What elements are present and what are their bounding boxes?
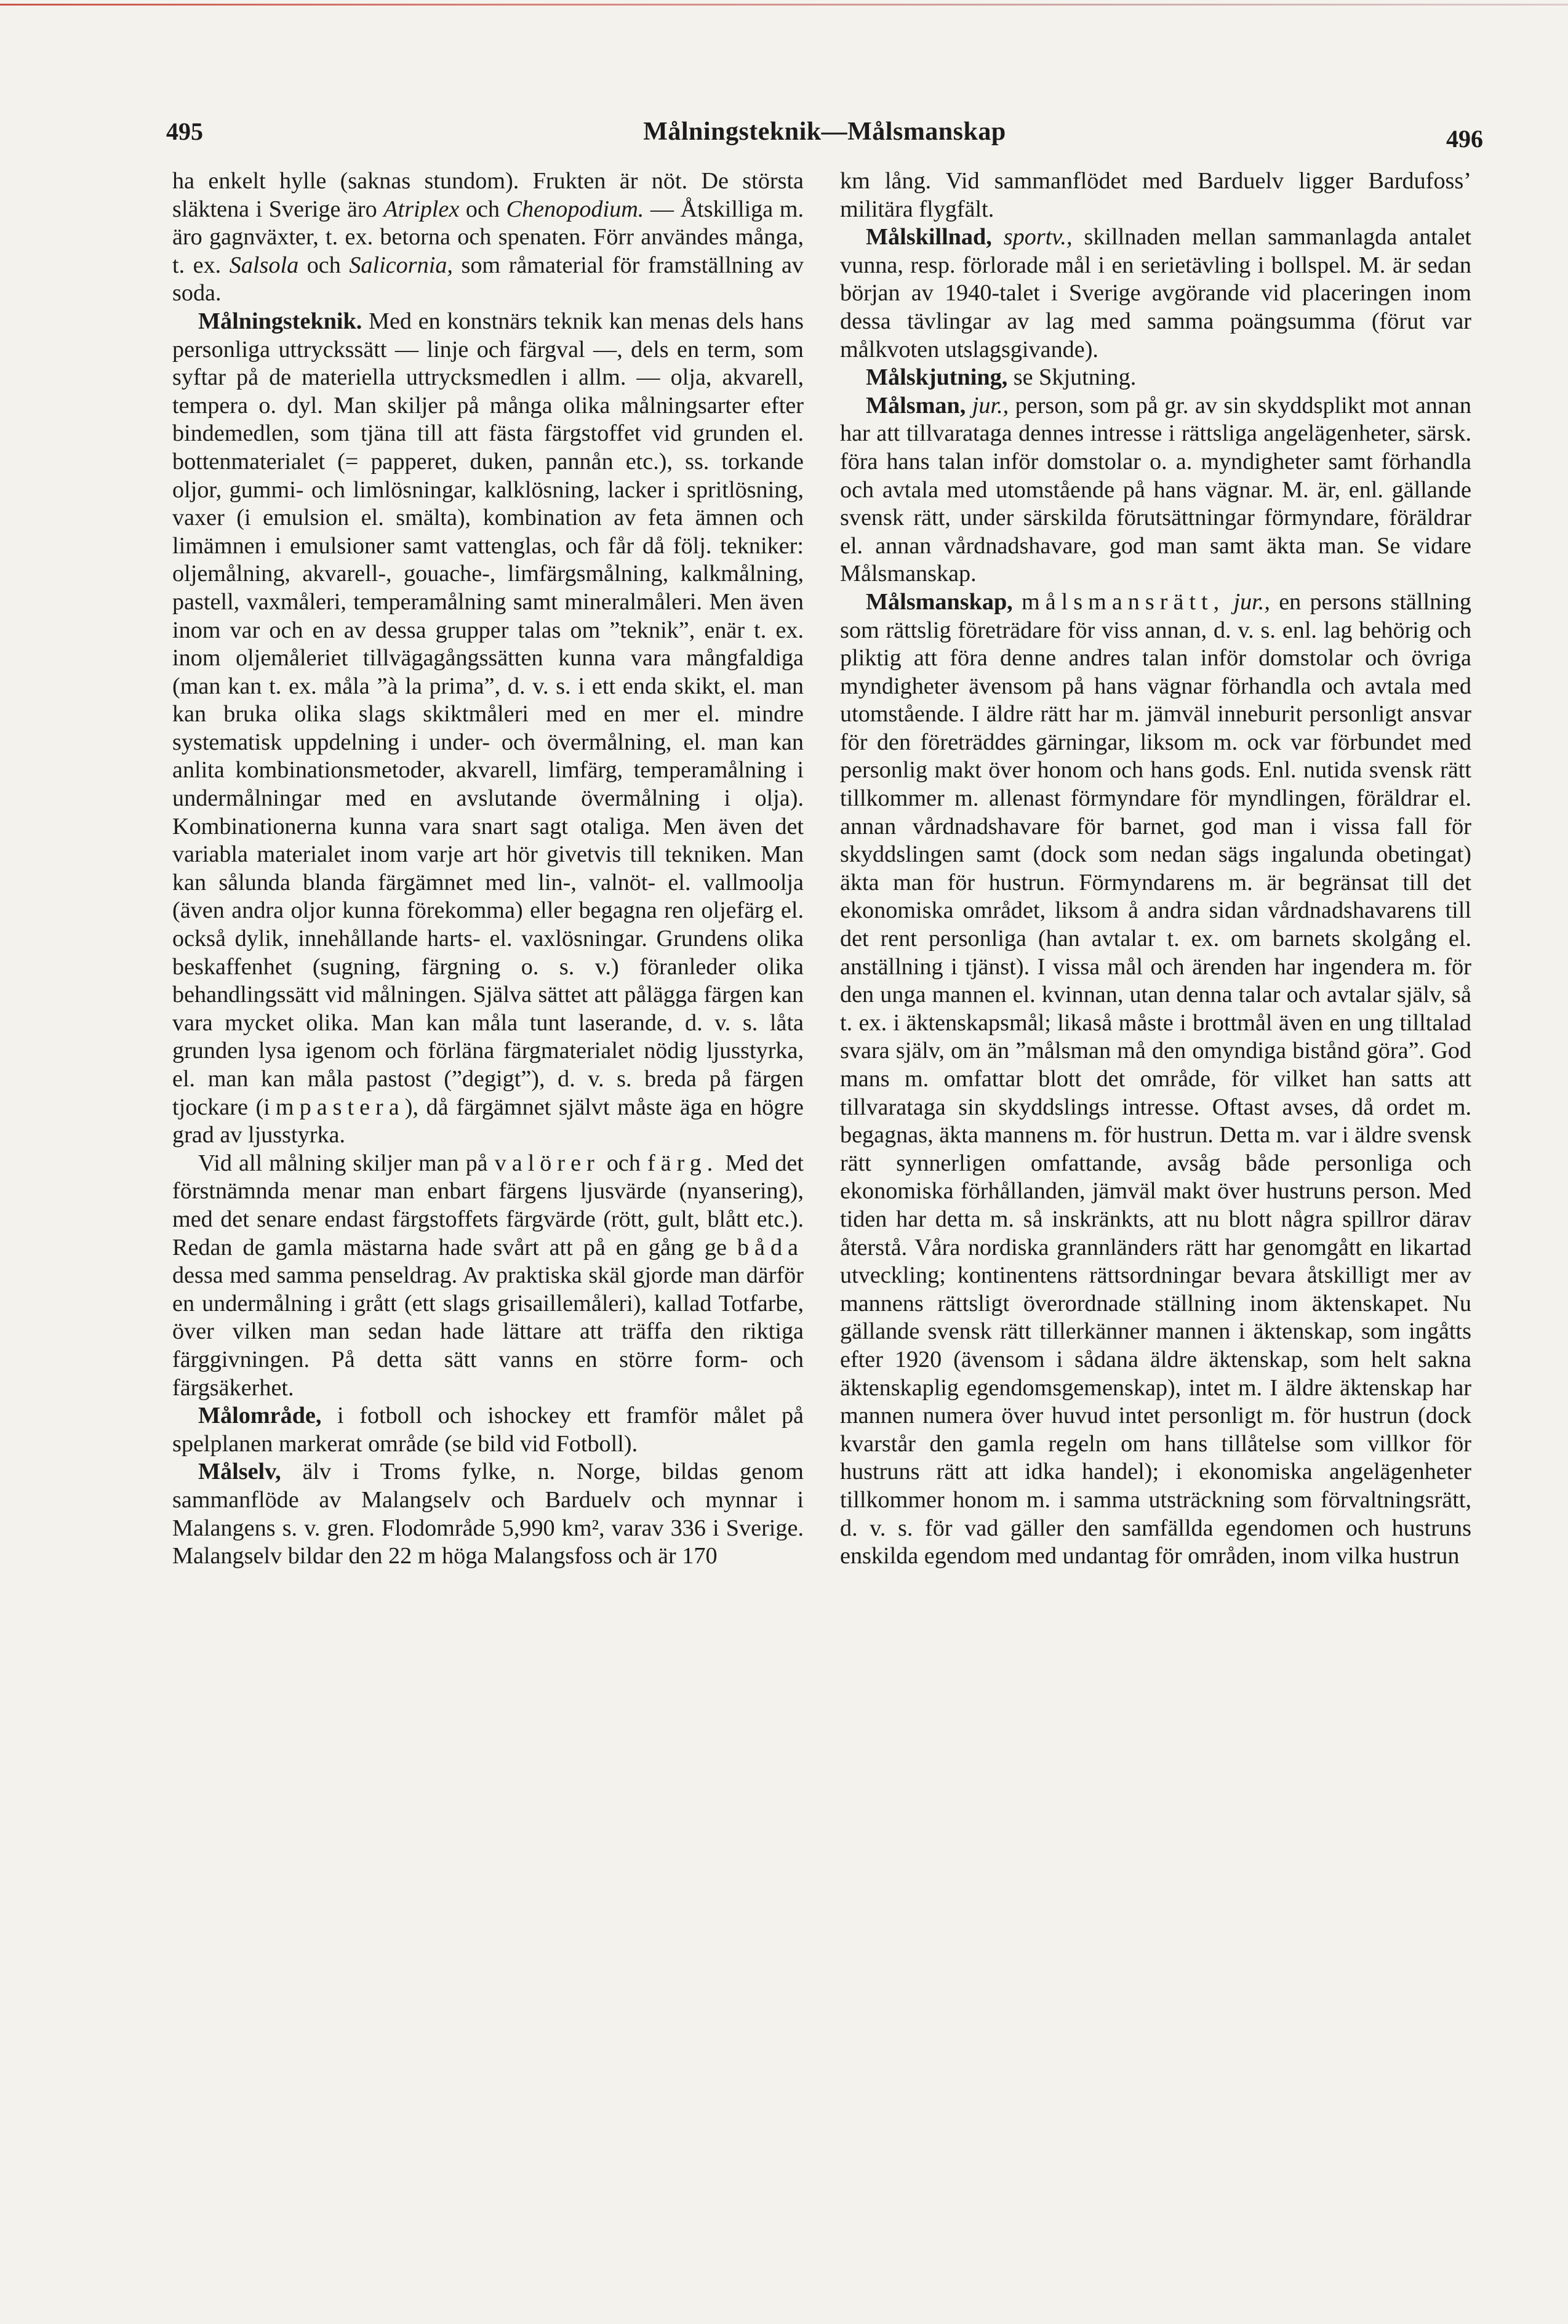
italic-term: jur., [972,392,1009,419]
italic-term: sportv., [1003,224,1073,250]
italic-term: Salicornia, [349,252,453,278]
entry-text: km lång. Vid sammanflödet med Barduelv ligger Bardufoss’ militära flygfält. [840,168,1471,222]
top-edge-line [0,4,1568,6]
right-column [840,167,1471,1571]
italic-term: Atriplex [383,196,460,222]
text-run: som råmaterial för framställning av soda. [172,252,804,307]
italic-term: Chenopodium. [506,196,644,222]
text-run: dessa med samma penseldrag. Av praktiska skäl gjorde man därför en undermålning i grått (ett slags grisaillemåleri), kallad Totfarbe, över vilken man sedan hade lättare att träffa den riktiga färggivningen. På detta sätt vanns en större form- och färgsäkerhet. [172,1262,804,1401]
entry-text: i fotboll och ishockey ett framför målet på spelplanen markerat område (se bild vid Fotboll). [172,1403,804,1457]
entry-malningsteknik [172,308,804,1150]
headword: Målområde, [198,1403,322,1429]
text-run: och [599,1150,647,1176]
spaced-term: målsmansrätt, [1022,588,1225,615]
italic-term: Salsola [229,252,299,278]
entry-malsmanskap [840,588,1471,1571]
entry-malsman [840,392,1471,588]
spaced-term: valörer [494,1150,600,1176]
entry-malomrade [172,1402,804,1458]
entry-continuation [172,167,804,308]
entry-continuation [840,167,1471,223]
left-column [172,167,804,1571]
page-number-left: 495 [166,118,203,145]
paragraph-valorer [172,1150,804,1402]
spaced-term: båda [737,1234,804,1260]
entry-text: skillnaden mellan sammanlagda antalet vunna, resp. förlorade mål i en serietävling i bollspel. M. är sedan början av 1940-talet i Sverige avgörande vid placeringen inom dessa tävlingar av lag med samma poängsumma (förut var målkvoten utslagsgivande). [840,224,1472,363]
entry-text: se Skjutning. [1007,364,1137,391]
entry-malselv [172,1458,804,1570]
entry-text: ), då färgämnet självt måste äga en högre grad av ljusstyrka. [172,1094,804,1148]
entry-malskjutning [840,364,1471,392]
page-number-right: 496 [1446,125,1483,153]
italic-term: jur., [1233,588,1270,615]
text-run: och [459,196,506,222]
text-run: Med det förstnämnda menar man enbart färgens ljusvärde (nyansering), med det senare endast färgstoffets färgvärde (rött, gult, blått etc.). Redan de gamla mästarna hade svårt att på en gång ge [172,1150,804,1260]
headword: Målskillnad, [866,224,992,250]
headword: Målselv, [198,1459,281,1485]
text-run: — Åtskilliga m. äro gagnväxter, t. ex. betorna och spenaten. Förr användes många, t. ex. [172,196,804,278]
entry-text: en persons ställning som rättslig företrädare för viss annan, d. v. s. enl. lag behörig och pliktig att föra denne andres talan inför domstolar och övriga myndigheter ävensom på hans vägnar förhandla och avtala med utomstående. I äldre rätt har m. jämväl inneburit personligt ansvar för den företräddes gärningar, liksom m. ock var förbundet med personlig makt över honom och hans gods. Enl. nutida svensk rätt tillkommer m. allenast förmyndare för myndlingen, föräldrar el. annan vårdnadshavare för barnet, god man i vissa fall för skyddslingen samt (dock som nedan sägs ingalunda obetingat) äkta man för hustrun. Förmyndarens m. är begränsat till det ekonomiska området, liksom å andra sidan vårdnadshavarens till det rent personliga (han avtalar t. ex. om barnets skolgång el. anställning i tjänst). I vissa mål och ärenden har ingendera m. för den unga mannen el. kvinnan, utan denna talar och avtalar själv, så t. ex. i äktenskapsmål; likaså måste i brottmål även en ung tilltalad svara själv, om än ”målsman må den omyndiga bistånd göra”. God mans m. omfattar blott det område, för vilket han satts att tillvarataga sin skyddslings intresse. Oftast avses, då ordet m. begagnas, äkta mannens m. för hustrun. Detta m. var i äldre svensk rätt synnerligen omfattande, avsåg både personliga och ekonomiska förhållanden, jämväl makt över hustruns person. Med tiden har detta m. så inskränkts, att nu blott några spillror därav återstå. Våra nordiska grannländers rätt har genomgått en likartad utveckling; kontinentens rättsordningar bevara åtskilligt mer av mannens rättsligt överordnade ställning inom äktenskapet. Nu gällande svensk rätt tillerkänner mannen i äktenskap, som ingåtts efter 1920 (ävensom i sådana äldre äktenskap, som helt sakna äktenskaplig egendomsgemenskap), intet m. I äldre äktenskap har mannen numera över huvud intet personligt m. för hustrun (dock kvarstår den gamla regeln om hans tillåtelse som villkor för hustruns rätt att idka handel); i ekonomiska angelägenheter tillkommer honom m. i samma utsträckning som förvaltningsrätt, d. v. s. för vad gäller den samfällda egendomen och hustruns enskilda egendom med undantag för områden, inom vilka hustrun [840,588,1471,1569]
entry-text: person, som på gr. av sin skyddsplikt mot annan har att tillvarataga dennes intresse i rättsliga angelägenheter, särsk. föra hans talan inför domstolar o. a. myndigheter samt förhandla och avtala med utomstående på hans vägnar. M. är, enl. gällande svensk rätt, under särskilda förutsättningar förmyndare, föräldrar el. annan vårdnadshavare, god man samt äkta man. Se vidare Målsmanskap. [840,392,1471,587]
text-run: och [298,252,350,278]
spaced-term: impastera [263,1094,405,1120]
headword: Målsman, [866,392,966,419]
running-header [166,105,1483,154]
page-title: Målningsteknik—Målsmanskap [643,118,1006,146]
headword: Målskjutning, [866,364,1008,391]
entry-malskillnad [840,223,1471,364]
entry-text: Med en konstnärs teknik kan menas dels hans personliga uttryckssätt — linje och färgval —, dels en term, som syftar på de materiella uttrycksmedlen i allm. — olja, akvarell, tempera o. dyl. Man skiljer på många olika målningsarter efter bindemedlen, som tjäna till att fästa färgstoffet vid grunden el. bottenmaterialet (= papperet, duken, pannån etc.), ss. torkande oljor, gummi- och limlösningar, kalklösning, lacker i spritlösning, vaxer (i emulsion el. smälta), kombination av feta ämnen och limämnen i emulsioner samt vattenglas, och får då följ. tekniker: oljemålning, akvarell-, gouache-, limfärgsmålning, kalkmålning, pastell, vaxmåleri, temperamålning samt mineralmåleri. Men även inom var och en av dessa grupper talas om ”teknik”, enär t. ex. inom oljemåleriet tillvägagångssätten kunna vara mångfaldiga (man kan t. ex. måla ”à la prima”, d. v. s. i ett enda skikt, el. man kan bruka olika slags skiktmåleri med en mer el. mindre systematisk uppdelning i under- och övermålning, el. man kan anlita kombinationsmetoder, akvarell, limfärg, temperamålning i undermålningar med en avslutande övermålning i olja). Kombinationerna kunna vara snart sagt otaliga. Men även det variabla materialet inom varje art hör givetvis till tekniken. Man kan sålunda blanda färgämnet med lin-, valnöt- el. vallmoolja (även andra oljor kunna förekomma) eller begagna ren oljefärg el. också dylik, innehållande harts- el. vaxlösningar. Grundens olika beskaffenhet (sugning, färgning o. s. v.) föranleder olika behandlingssätt vid målningen. Själva sättet att pålägga färgen kan vara mycket olika. Man kan måla tunt laserande, d. v. s. låta grunden lysa igenom och förläna färgmaterialet nödig ljusstyrka, el. man kan måla pastost (”degigt”), d. v. s. breda på färgen tjockare ( [172,308,804,1120]
text-run: Vid all målning skiljer man på [198,1150,495,1176]
headword: Målningsteknik. [198,308,362,334]
headword: Målsmanskap, [866,588,1013,615]
spaced-term: färg. [647,1150,719,1176]
text-run: ha enkelt hylle (saknas stundom). Frukten är nöt. De största släktena i Sverige äro [172,168,804,222]
entry-text: älv i Troms fylke, n. Norge, bildas genom sammanflöde av Malangselv och Barduelv och mynnar i Malangens s. v. gren. Flodområde 5,990 km², varav 336 i Sverige. Malangselv bildar den 22 m höga Malangsfoss och är 170 [172,1459,804,1569]
